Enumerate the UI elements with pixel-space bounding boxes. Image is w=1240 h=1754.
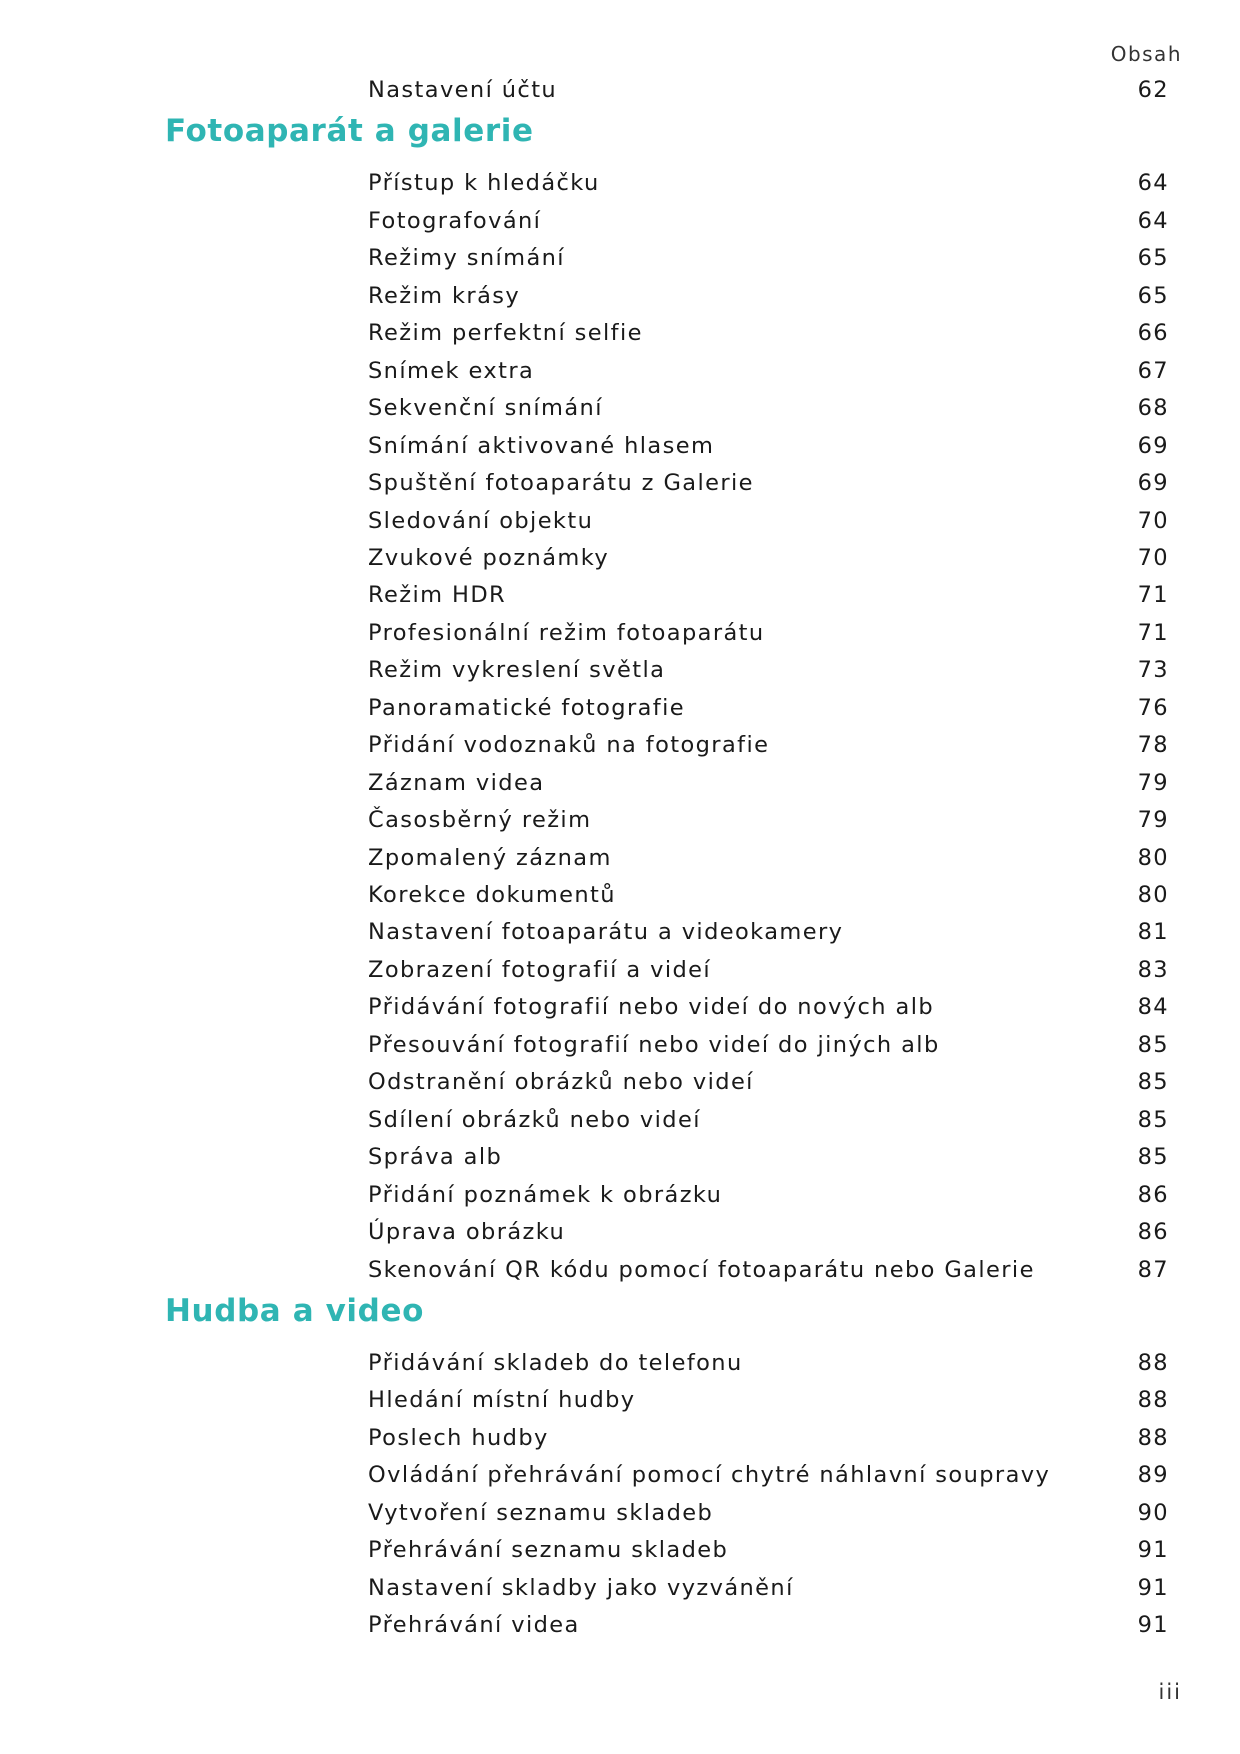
toc-entry[interactable] [368, 1177, 1169, 1214]
toc-entry-title: Nastavení skladby jako vyzvánění [368, 1574, 794, 1601]
toc-entry-title: Úprava obrázku [368, 1219, 566, 1246]
toc-entry[interactable] [368, 652, 1169, 689]
toc-entry-page: 88 [1137, 1387, 1169, 1414]
toc-entry[interactable] [368, 577, 1169, 614]
toc-entry-page: 79 [1137, 807, 1169, 834]
toc-entry-page: 81 [1137, 919, 1169, 946]
toc-entry-page: 88 [1137, 1424, 1169, 1451]
toc-entry-page: 89 [1137, 1462, 1169, 1489]
toc-entry[interactable] [368, 1457, 1169, 1494]
running-header: Obsah [1110, 42, 1182, 66]
toc-entry-title: Fotografování [368, 207, 542, 234]
toc-entry-title: Režim HDR [368, 582, 507, 609]
toc-entry[interactable] [368, 203, 1169, 240]
toc-entry-title: Korekce dokumentů [368, 882, 616, 908]
toc-entry-title: Přehrávání seznamu skladeb [368, 1537, 729, 1564]
toc-entry[interactable] [368, 1382, 1169, 1419]
toc-entry-title: Zpomalený záznam [368, 844, 612, 871]
toc-entry-page: 85 [1137, 1069, 1169, 1096]
toc-entry-page: 65 [1137, 245, 1169, 272]
toc-entry-page: 70 [1137, 544, 1169, 571]
toc-entry-title: Přesouvání fotografií nebo videí do jiných alb [368, 1031, 940, 1058]
toc-entry-page: 80 [1137, 844, 1169, 871]
toc-entry-title: Zobrazení fotografií a videí [368, 956, 712, 983]
toc-entry[interactable] [368, 690, 1169, 727]
toc-entry-title: Sekvenční snímání [368, 395, 603, 422]
toc-entry[interactable] [368, 428, 1169, 465]
toc-entry-page: 90 [1137, 1499, 1169, 1526]
toc-entry[interactable] [368, 1102, 1169, 1139]
toc-entry[interactable] [368, 1345, 1169, 1382]
toc-entry-page: 86 [1137, 1219, 1169, 1246]
toc-entry[interactable] [368, 540, 1169, 577]
toc-entry-title: Režim krásy [368, 282, 521, 309]
toc-entry-page: 69 [1137, 432, 1169, 459]
toc-entry-page: 86 [1137, 1181, 1169, 1208]
toc-entry[interactable] [368, 1139, 1169, 1176]
toc-entry-title: Záznam videa [368, 769, 545, 796]
toc-entry-title: Přehrávání videa [368, 1612, 580, 1639]
toc-entry[interactable] [368, 1607, 1169, 1644]
toc-entry-page: 64 [1137, 170, 1169, 197]
toc-entry-title: Profesionální režim fotoaparátu [368, 619, 765, 646]
toc-entry[interactable] [368, 952, 1169, 989]
toc-entry-title: Přidávání skladeb do telefonu [368, 1349, 743, 1376]
toc-entry-title: Snímek extra [368, 357, 535, 384]
toc-entry-page: 85 [1137, 1106, 1169, 1133]
toc-entry[interactable] [368, 765, 1169, 802]
toc-entry-title: Přidání vodoznaků na fotografie [368, 732, 770, 759]
toc-entry[interactable] [368, 1252, 1169, 1289]
toc-entry-title: Nastavení účtu [368, 77, 558, 103]
section-heading: Hudba a video [165, 1292, 424, 1329]
toc-entry-page: 91 [1137, 1574, 1169, 1601]
toc-entry[interactable] [368, 1420, 1169, 1457]
toc-entry[interactable] [368, 989, 1169, 1026]
toc-entry[interactable] [368, 1064, 1169, 1101]
toc-entry-title: Přidávání fotografií nebo videí do nových alb [368, 994, 935, 1021]
toc-entry-title: Přidání poznámek k obrázku [368, 1181, 723, 1208]
toc-entry-title: Sdílení obrázků nebo videí [368, 1106, 701, 1133]
page-number: iii [1158, 1680, 1182, 1704]
toc-entry-page: 62 [1137, 77, 1169, 103]
toc-entry[interactable] [368, 1532, 1169, 1569]
toc-entry-page: 78 [1137, 732, 1169, 759]
toc-entry[interactable] [368, 1495, 1169, 1532]
toc-entry[interactable] [368, 315, 1169, 352]
toc-entry-title: Režim perfektní selfie [368, 320, 643, 347]
toc-entry-title: Spuštění fotoaparátu z Galerie [368, 470, 754, 497]
toc-entry-title: Zvukové poznámky [368, 544, 610, 571]
toc-entry-title: Nastavení fotoaparátu a videokamery [368, 919, 844, 946]
toc-entry[interactable] [368, 72, 1169, 109]
toc-entry[interactable] [368, 165, 1169, 202]
toc-entry-page: 64 [1137, 207, 1169, 234]
toc-entry-page: 91 [1137, 1612, 1169, 1639]
toc-entry[interactable] [368, 278, 1169, 315]
toc-entry-page: 73 [1137, 657, 1169, 684]
toc-entry-page: 68 [1137, 395, 1169, 422]
toc-entry-title: Panoramatické fotografie [368, 694, 685, 721]
toc-entry-title: Sledování objektu [368, 507, 594, 534]
toc-entry[interactable] [368, 802, 1169, 839]
toc-entry-page: 83 [1137, 956, 1169, 983]
toc-entry-page: 71 [1137, 619, 1169, 646]
toc-entry[interactable] [368, 1027, 1169, 1064]
toc-entry-page: 76 [1137, 694, 1169, 721]
toc-entry-page: 80 [1137, 882, 1169, 908]
toc-entry-title: Poslech hudby [368, 1424, 549, 1451]
toc-entry[interactable] [368, 914, 1169, 951]
toc-entry-title: Časosběrný režim [368, 807, 592, 834]
toc-entry[interactable] [368, 1214, 1169, 1251]
toc-entry-title: Ovládání přehrávání pomocí chytré náhlavní soupravy [368, 1462, 1051, 1489]
toc-entry[interactable] [368, 877, 1169, 914]
toc-entry-page: 79 [1137, 769, 1169, 796]
toc-entry[interactable] [368, 840, 1169, 877]
toc-entry[interactable] [368, 503, 1169, 540]
section-heading: Fotoaparát a galerie [165, 113, 534, 150]
toc-entry-title: Režim vykreslení světla [368, 657, 666, 684]
toc-entry-title: Skenování QR kódu pomocí fotoaparátu nebo Galerie [368, 1256, 1035, 1283]
toc-entry[interactable] [368, 615, 1169, 652]
toc-entry[interactable] [368, 727, 1169, 764]
toc-entry[interactable] [368, 353, 1169, 390]
toc-entry-page: 71 [1137, 582, 1169, 609]
toc-entry-page: 67 [1137, 357, 1169, 384]
toc-entry-page: 84 [1137, 994, 1169, 1021]
toc-entry-page: 65 [1137, 282, 1169, 309]
toc-entry-page: 85 [1137, 1144, 1169, 1171]
toc-entry-title: Režimy snímání [368, 245, 565, 272]
toc-entry-page: 87 [1137, 1256, 1169, 1283]
toc-entry[interactable] [368, 465, 1169, 502]
toc-entry-title: Odstranění obrázků nebo videí [368, 1069, 754, 1096]
toc-entry-page: 88 [1137, 1349, 1169, 1376]
toc-entry-page: 69 [1137, 470, 1169, 497]
toc-entry-page: 70 [1137, 507, 1169, 534]
toc-entry-title: Hledání místní hudby [368, 1387, 636, 1414]
toc-entry[interactable] [368, 390, 1169, 427]
toc-entry[interactable] [368, 240, 1169, 277]
toc-entry-page: 91 [1137, 1537, 1169, 1564]
toc-entry-title: Přístup k hledáčku [368, 170, 600, 197]
toc-entry-page: 66 [1137, 320, 1169, 347]
toc-entry-page: 85 [1137, 1031, 1169, 1058]
toc-entry-title: Správa alb [368, 1144, 503, 1171]
toc-entry[interactable] [368, 1570, 1169, 1607]
toc-entry-title: Vytvoření seznamu skladeb [368, 1499, 714, 1526]
toc-entry-title: Snímání aktivované hlasem [368, 432, 715, 459]
